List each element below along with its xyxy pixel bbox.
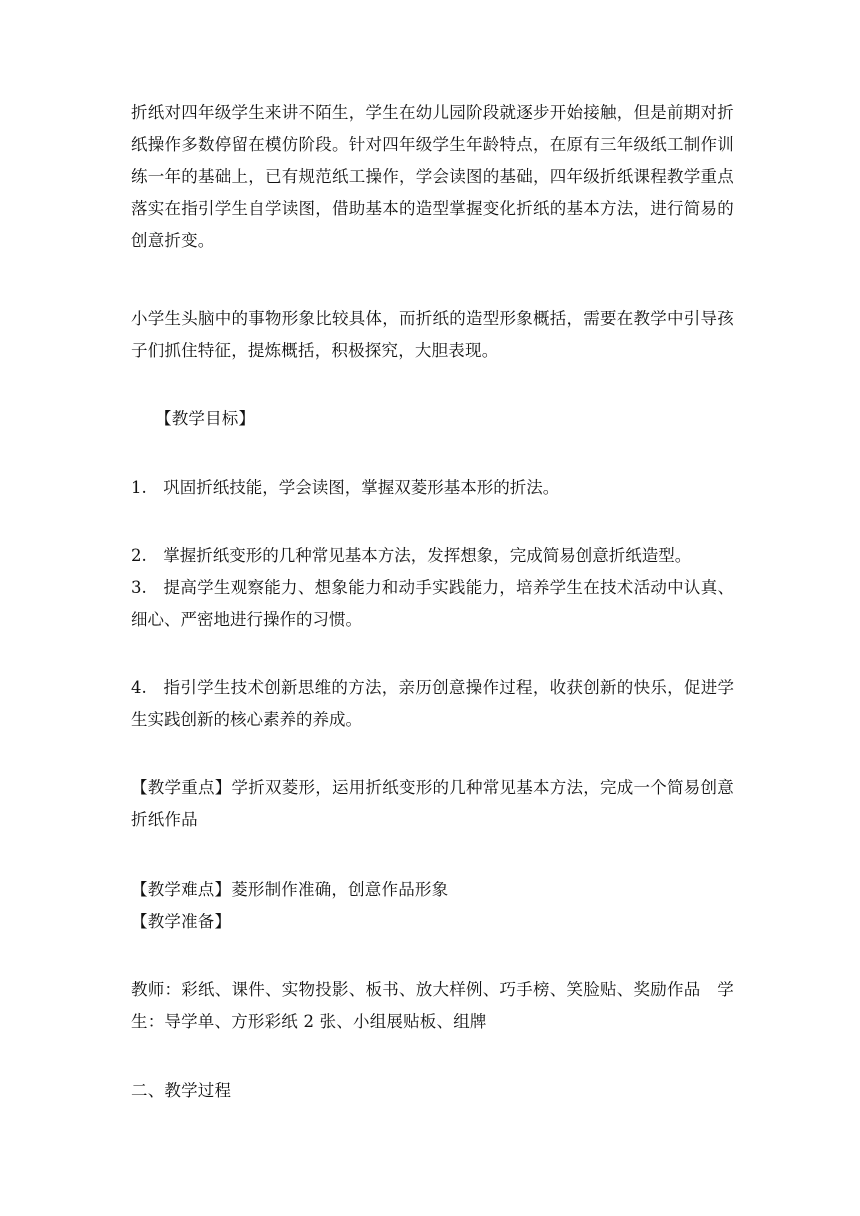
preparation-heading: 【教学准备】 — [131, 912, 232, 931]
goal-number: 1. — [131, 478, 147, 497]
goal-item-2 — [131, 540, 734, 572]
intro-paragraph: 折纸对四年级学生来讲不陌生，学生在幼儿园阶段就逐步开始接触，但是前期对折纸操作多数停留在模仿阶段。针对四年级学生年龄特点，在原有三年级纸工制作训练一年的基础上，已有规范纸工操作，学会读图的基础，四年级折纸课程教学重点落实在指引学生自学读图，借助基本的造型掌握变化折纸的基本方法，进行简易的创意折变。 — [131, 103, 734, 250]
goal-item-3 — [131, 572, 734, 636]
goal-text: 掌握折纸变形的几种常见基本方法，发挥想象，完成简易创意折纸造型。 — [163, 546, 692, 565]
goal-text: 提高学生观察能力、想象能力和动手实践能力，培养学生在技术活动中认真、细心、严密地进行操作的习惯。 — [131, 578, 734, 629]
student-traits-paragraph: 小学生头脑中的事物形象比较具体，而折纸的造型形象概括，需要在教学中引导孩子们抓住特征，提炼概括，积极探究，大胆表现。 — [131, 309, 734, 360]
preparation-paragraph: 教师：彩纸、课件、实物投影、板书、放大样例、巧手榜、笑脸贴、奖励作品 学生：导学单、方形彩纸 2 张、小组展贴板、组牌 — [131, 980, 734, 1031]
difficulty-paragraph: 【教学难点】菱形制作准确，创意作品形象 — [131, 880, 449, 899]
goal-text: 指引学生技术创新思维的方法，亲历创意操作过程，收获创新的快乐，促进学生实践创新的核心素养的养成。 — [131, 678, 734, 729]
goal-number: 4. — [131, 678, 147, 697]
key-point-paragraph: 【教学重点】学折双菱形，运用折纸变形的几种常见基本方法，完成一个简易创意折纸作品 — [131, 778, 734, 829]
goal-item-1 — [131, 472, 734, 504]
goal-number: 2. — [131, 546, 147, 565]
goal-item-4 — [131, 672, 734, 736]
goal-number: 3. — [131, 578, 147, 597]
section-heading-teaching-process: 二、教学过程 — [131, 1081, 232, 1100]
goals-heading: 【教学目标】 — [155, 409, 256, 428]
goal-text: 巩固折纸技能，学会读图，掌握双菱形基本形的折法。 — [163, 478, 560, 497]
